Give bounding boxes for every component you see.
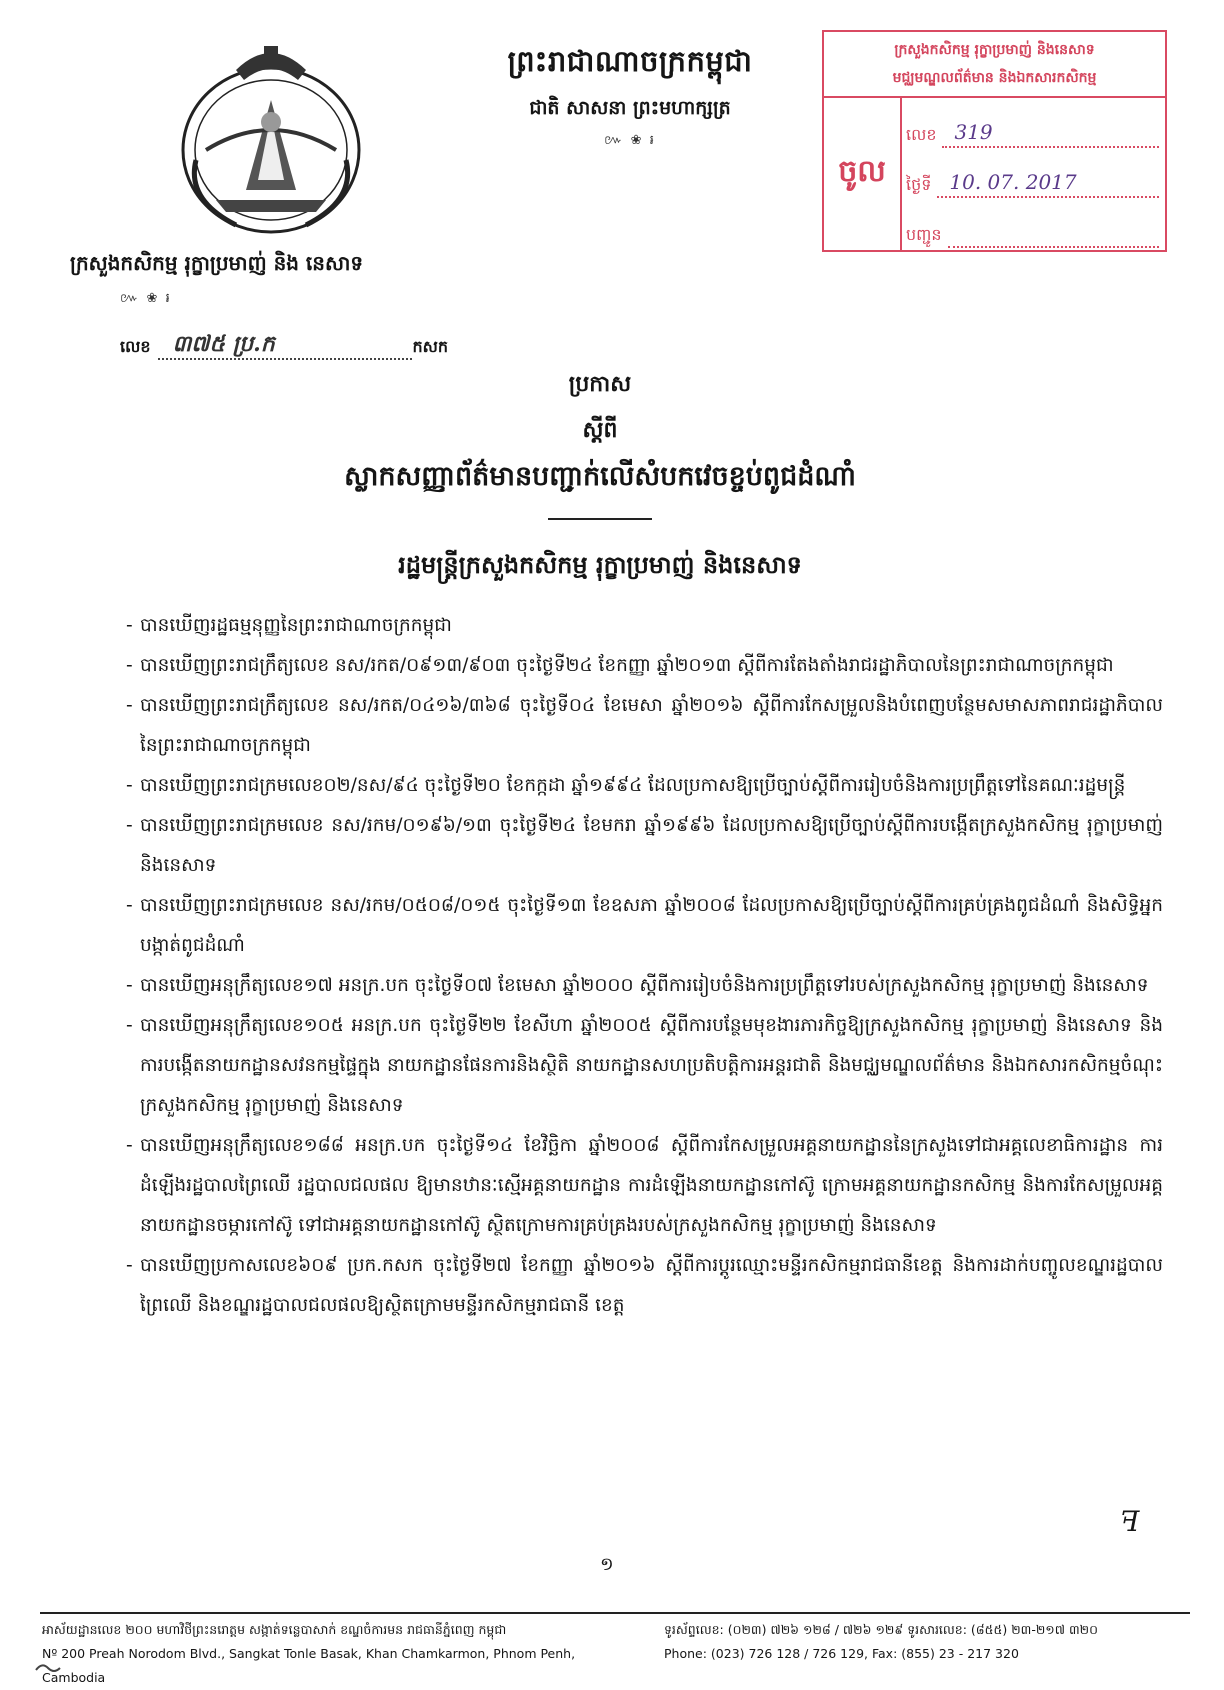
national-motto: ជាតិ សាសនា ព្រះមហាក្សត្រ bbox=[529, 97, 731, 119]
page-number: ១ bbox=[600, 1554, 614, 1575]
list-item: - បានឃើញព្រះរាជក្រមលេខ នស/រកម/០៥០៨/០១៥ ចុះថ្ងៃទី១៣ ខែឧសភា ឆ្នាំ២០០៨ ដែលប្រកាសឱ្យប្រើច្បាប់ស្តីពីការគ្រប់គ្រងពូជដំណាំ និងសិទ្ធិអ្នកបង្កាត់ពូជដំណាំ bbox=[118, 886, 1163, 966]
reference-number bbox=[120, 330, 448, 360]
received-stamp bbox=[822, 30, 1167, 252]
list-item: - បានឃើញអនុក្រឹត្យលេខ១៨៨ អនក្រ.បក ចុះថ្ងៃទី១៤ ខែវិច្ឆិកា ឆ្នាំ២០០៨ ស្តីពីការកែសម្រួលអគ្គនាយកដ្ឋាននៃក្រសួងទៅជាអគ្គលេខាធិការដ្ឋាន ការដំឡើងរដ្ឋបាលព្រៃឈើ រដ្ឋបាលជលផល ឱ្យមានឋានៈស្មើអគ្គនាយកដ្ឋាន ការដំឡើងនាយកដ្ឋានកៅស៊ូ ក្រោមអគ្គនាយកដ្ឋានកសិកម្ម និងការកែសម្រួលអគ្គនាយកដ្ឋានចម្ការកៅស៊ូ ទៅជាអគ្គនាយកដ្ឋានកៅស៊ូ ស្ថិតក្រោមការគ្រប់គ្រងរបស់ក្រសួងកសិកម្ម រុក្ខាប្រមាញ់ និងនេសាទ bbox=[118, 1126, 1163, 1246]
address-english: Nº 200 Preah Norodom Blvd., Sangkat Tonle Basak, Khan Chamkarmon, Phnom Penh, Cambodia bbox=[42, 1646, 576, 1685]
list-item: - បានឃើញប្រកាសលេខ៦០៩ ប្រក.កសក ចុះថ្ងៃទី២៧ ខែកញ្ញា ឆ្នាំ២០១៦ ស្តីពីការប្តូរឈ្មោះមន្ទីរកសិកម្មរាជធានីខេត្ត និងការដាក់បញ្ចូលខណ្ឌរដ្ឋបាលព្រៃឈើ និងខណ្ឌរដ្ឋបាលជលផលឱ្យស្ថិតក្រោមមន្ទីរកសិកម្មរាជធានី ខេត្ត bbox=[118, 1246, 1163, 1326]
header-center bbox=[430, 44, 830, 151]
kingdom-title: ព្រះរាជាណាចក្រកម្ពុជា bbox=[507, 44, 753, 78]
footer-contact bbox=[664, 1618, 1190, 1666]
reference-label: លេខ bbox=[120, 337, 151, 356]
header-ornament: ៚ ❀ ៛ bbox=[604, 133, 656, 148]
corner-mark-icon bbox=[34, 1660, 62, 1681]
list-item: - បានឃើញអនុក្រឹត្យលេខ១៧ អនក្រ.បក ចុះថ្ងៃទី០៧ ខែមេសា ឆ្នាំ២០០០ ស្តីពីការរៀបចំនិងការប្រព្រឹត្តទៅរបស់ក្រសួងកសិកម្ម រុក្ខាប្រមាញ់ និងនេសាទ bbox=[118, 966, 1163, 1006]
title-subject: ស្លាកសញ្ញាព័ត៌មានបញ្ជាក់លើសំបកវេចខ្ចប់ពូជដំណាំ bbox=[344, 461, 856, 492]
footer-address bbox=[42, 1618, 622, 1690]
title-kind: ប្រកាស bbox=[568, 372, 632, 397]
stamp-row-forward bbox=[906, 198, 1159, 248]
preamble-list bbox=[118, 606, 1163, 1326]
stamp-forward-label: បញ្ជូន bbox=[906, 225, 942, 244]
title-divider bbox=[548, 518, 652, 520]
list-item: - បានឃើញព្រះរាជក្រមលេខ នស/រកម/០១៩៦/១៣ ចុះថ្ងៃទី២៤ ខែមករា ឆ្នាំ១៩៩៦ ដែលប្រកាសឱ្យប្រើច្បាប់ស្តីពីការបង្កើតក្រសួងកសិកម្ម រុក្ខាប្រមាញ់ និងនេសាទ bbox=[118, 806, 1163, 886]
reference-value: ៣៧៥ ប្រ.ក bbox=[158, 330, 412, 360]
stamp-line-2: មជ្ឈមណ្ឌលព័ត៌មាន និងឯកសារកសិកម្ម bbox=[892, 70, 1097, 86]
reference-suffix: កសក bbox=[412, 337, 449, 356]
ministry-ornament: ៚ ❀ ៛ bbox=[120, 291, 172, 306]
list-item: - បានឃើញព្រះរាជក្រឹត្យលេខ នស/រកត/០៤១៦/៣៦៨ ចុះថ្ងៃទី០៤ ខែមេសា ឆ្នាំ២០១៦ ស្តីពីការកែសម្រួលនិងបំពេញបន្ថែមសមាសភាពរាជរដ្ឋាភិបាលនៃព្រះរាជាណាចក្រកម្ពុជា bbox=[118, 686, 1163, 766]
stamp-forward-value bbox=[948, 220, 1159, 248]
list-item: - បានឃើញអនុក្រឹត្យលេខ១០៥ អនក្រ.បក ចុះថ្ងៃទី២២ ខែសីហា ឆ្នាំ២០០៥ ស្តីពីការបន្ថែមមុខងារភារកិច្ចឱ្យក្រសួងកសិកម្ម រុក្ខាប្រមាញ់ និងនេសាទ និងការបង្កើតនាយកដ្ឋានសវនកម្មផ្ទៃក្នុង នាយកដ្ឋានផែនការនិងស្ថិតិ នាយកដ្ឋានសហប្រតិបត្តិការអន្តរជាតិ និងមជ្ឈមណ្ឌលព័ត៌មាន និងឯកសារកសិកម្មចំណុះក្រសួងកសិកម្ម រុក្ខាប្រមាញ់ និងនេសាទ bbox=[118, 1006, 1163, 1126]
stamp-number-value: 319 bbox=[942, 120, 1159, 148]
stamp-row-number bbox=[906, 98, 1159, 148]
stamp-number-label: លេខ bbox=[906, 125, 937, 144]
handwritten-initials: ꟻ bbox=[1120, 1505, 1140, 1538]
minister-heading: រដ្ឋមន្ត្រីក្រសួងកសិកម្ម រុក្ខាប្រមាញ់ និងនេសាទ bbox=[398, 551, 802, 579]
stamp-line-1: ក្រសួងកសិកម្ម រុក្ខាប្រមាញ់ និងនេសាទ bbox=[894, 42, 1095, 58]
address-khmer: អាស័យដ្ឋានលេខ ២០០ មហាវិថីព្រះនរោត្តម សង្កាត់ទន្លេបាសាក់ ខណ្ឌចំការមន រាជធានីភ្នំពេញ កម្ពុជា bbox=[42, 1622, 507, 1637]
document-title bbox=[300, 370, 900, 499]
royal-emblem bbox=[176, 40, 366, 236]
stamp-seal: ចូល bbox=[824, 98, 902, 250]
stamp-date-value: 10. 07. 2017 bbox=[937, 170, 1159, 198]
list-item: - បានឃើញរដ្ឋធម្មនុញ្ញនៃព្រះរាជាណាចក្រកម្ពុជា bbox=[118, 606, 1163, 646]
list-item: - បានឃើញព្រះរាជក្រឹត្យលេខ នស/រកត/០៩១៣/៩០៣ ចុះថ្ងៃទី២៤ ខែកញ្ញា ឆ្នាំ២០១៣ ស្តីពីការតែងតាំងរាជរដ្ឋាភិបាលនៃព្រះរាជាណាចក្រកម្ពុជា bbox=[118, 646, 1163, 686]
stamp-header bbox=[824, 32, 1165, 98]
stamp-body bbox=[824, 98, 1165, 250]
stamp-row-date bbox=[906, 148, 1159, 198]
list-item: - បានឃើញព្រះរាជក្រមលេខ០២/នស/៩៤ ចុះថ្ងៃទី២០ ខែកក្កដា ឆ្នាំ១៩៩៤ ដែលប្រកាសឱ្យប្រើច្បាប់ស្តីពីការរៀបចំនិងការប្រព្រឹត្តទៅនៃគណៈរដ្ឋមន្ត្រី bbox=[118, 766, 1163, 806]
footer-divider bbox=[40, 1612, 1190, 1614]
stamp-date-label: ថ្ងៃទី bbox=[906, 175, 932, 194]
title-about: ស្តីពី bbox=[582, 418, 618, 443]
phone-english: Phone: (023) 726 128 / 726 129, Fax: (855) 23 - 217 320 bbox=[664, 1646, 1019, 1661]
ministry-name: ក្រសួងកសិកម្ម រុក្ខាប្រមាញ់ និង នេសាទ bbox=[70, 251, 364, 275]
phone-khmer: ទូរស័ព្ទលេខ: (០២៣) ៧២៦ ១២៨ / ៧២៦ ១២៩ ទូរសារលេខ: (៨៥៥) ២៣-២១៧ ៣២០ bbox=[664, 1622, 1098, 1637]
